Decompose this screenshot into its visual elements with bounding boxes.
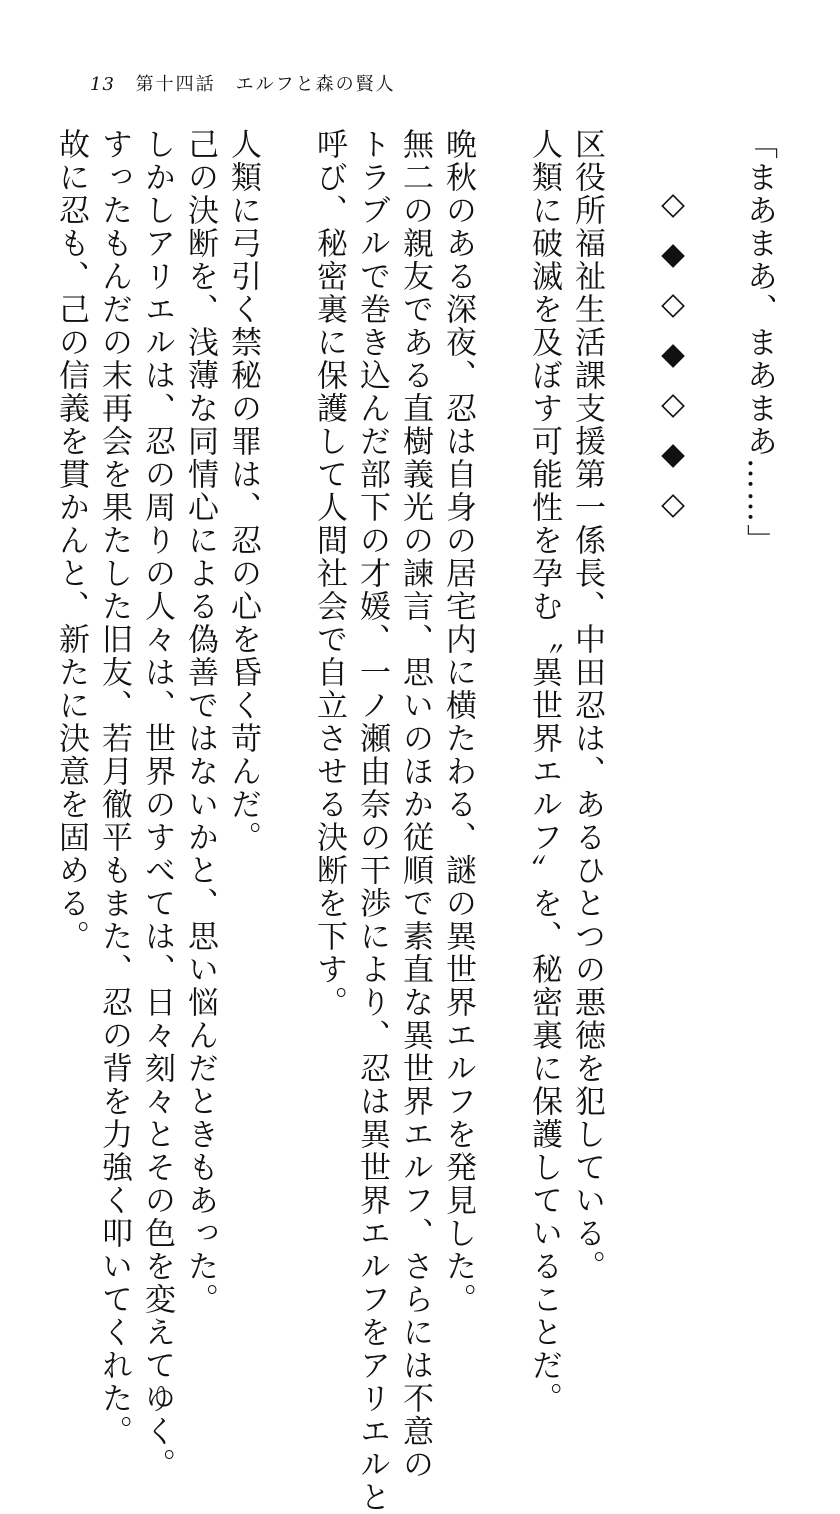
paragraph-gap (608, 128, 651, 1138)
paragraph-gap (479, 128, 522, 1138)
paragraph-gap (694, 128, 737, 1138)
chapter-title: 第十四話 エルフと森の賢人 (135, 74, 396, 95)
running-header (90, 70, 396, 96)
section-separator: ◇◆◇◆◇◆◇ (655, 186, 691, 536)
text-line: すったもんだの末再会を果たした旧友、若月徹平もまた、忍の背を力強く叩いてくれた。 (96, 128, 132, 1448)
text-line: 人類に弓引く禁秘の罪は、忍の心を昏く苛んだ。 (225, 128, 261, 854)
text-line: 区役所福祉生活課支援第一係長、中田忍は、あるひとつの悪徳を犯している。 (569, 128, 605, 1283)
text-line: 故に忍も、己の信義を貫かんと、新たに決意を固める。 (53, 128, 89, 953)
text-line: 晩秋のある深夜、忍は自身の居宅内に横たわる、謎の異世界エルフを発見した。 (440, 128, 476, 1316)
dialogue-line: 「まあまあ、まあまあ……」 (741, 128, 777, 557)
text-line: 人類に破滅を及ぼす可能性を孕む〝異世界エルフ〟を、秘密裏に保護していることだ。 (526, 128, 562, 1415)
page-number: 13 (90, 74, 115, 95)
text-line: トラブルで巻き込んだ部下の才媛、一ノ瀬由奈の干渉により、忍は異世界エルフをアリエルと (354, 128, 390, 1514)
text-line: しかしアリエルは、忍の周りの人々は、世界のすべては、日々刻々とその色を変えてゆく。 (139, 128, 175, 1481)
text-line: 無二の親友である直樹義光の諫言、思いのほか従順で素直な異世界エルフ、さらには不意の (397, 128, 433, 1481)
vertical-body-text (53, 128, 780, 1514)
paragraph-gap (264, 128, 307, 1138)
text-line: 呼び、秘密裏に保護して人間社会で自立させる決断を下す。 (311, 128, 347, 1019)
text-line: 己の決断を、浅薄な同情心による偽善ではないかと、思い悩んだときもあった。 (182, 128, 218, 1316)
